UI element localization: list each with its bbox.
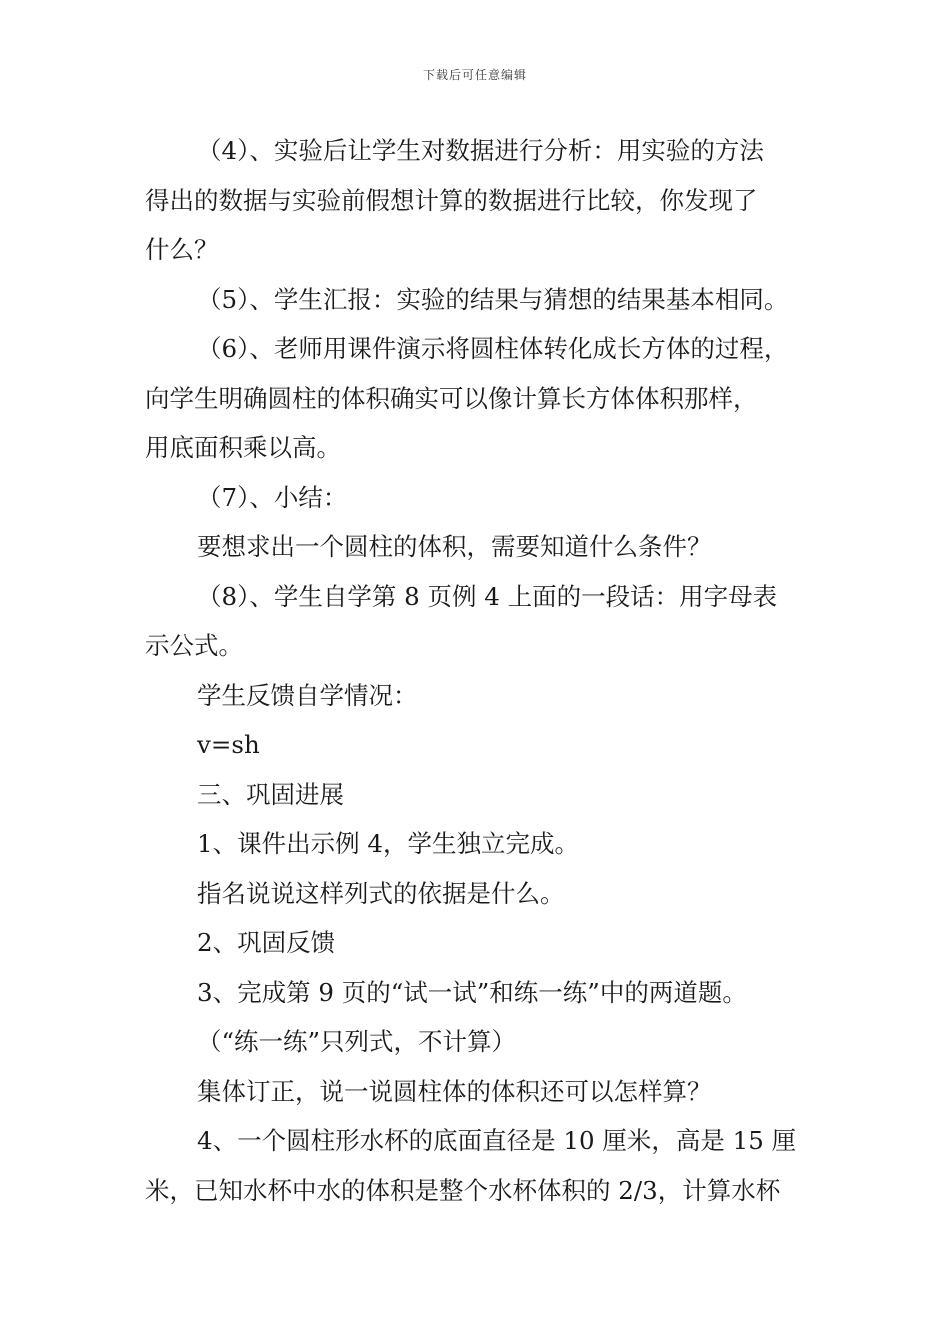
text-line: （6）、老师用课件演示将圆柱体转化成长方体的过程， [197,334,789,363]
text-line: 什么？ [145,235,219,264]
text-line: （5）、学生汇报：实验的结果与猜想的结果基本相同。 [197,284,789,314]
text-line: （7）、小结： [197,482,348,512]
text-line: 集体订正，说一说圆柱体的体积还可以怎样算？ [197,1076,712,1106]
text-line: 指名说说这样列式的依据是什么。 [197,878,565,908]
document-body [145,126,815,1215]
text-line: （“练一练”只列式，不计算） [197,1027,517,1056]
text-line: （4）、实验后让学生对数据进行分析：用实验的方法 [197,136,764,165]
text-line: 示公式。 [145,631,243,660]
text-line: 米，已知水杯中水的体积是整个水杯体积的 2/3，计算水杯 [145,1175,781,1205]
section-heading: 三、巩固进展 [197,779,344,809]
text-line: 2、巩固反馈 [197,928,336,957]
text-line: （8）、学生自学第 8 页例 4 上面的一段话：用字母表 [197,581,778,611]
text-line: 向学生明确圆柱的体积确实可以像计算长方体体积那样， [145,383,758,413]
text-line: 学生反馈自学情况： [197,680,418,710]
page-header: 下载后可任意编辑 [422,68,527,82]
text-line: 要想求出一个圆柱的体积，需要知道什么条件？ [197,532,712,561]
formula-line: v=sh [197,730,260,759]
text-line: 用底面积乘以高。 [145,433,341,462]
text-line: 得出的数据与实验前假想计算的数据进行比较，你发现了 [145,185,758,215]
text-line: 4、一个圆柱形水杯的底面直径是 10 厘米，高是 15 厘 [197,1126,797,1155]
text-line: 3、完成第 9 页的“试一试”和练一练”中的两道题。 [197,977,747,1007]
text-line: 1、课件出示例 4，学生独立完成。 [197,829,579,858]
